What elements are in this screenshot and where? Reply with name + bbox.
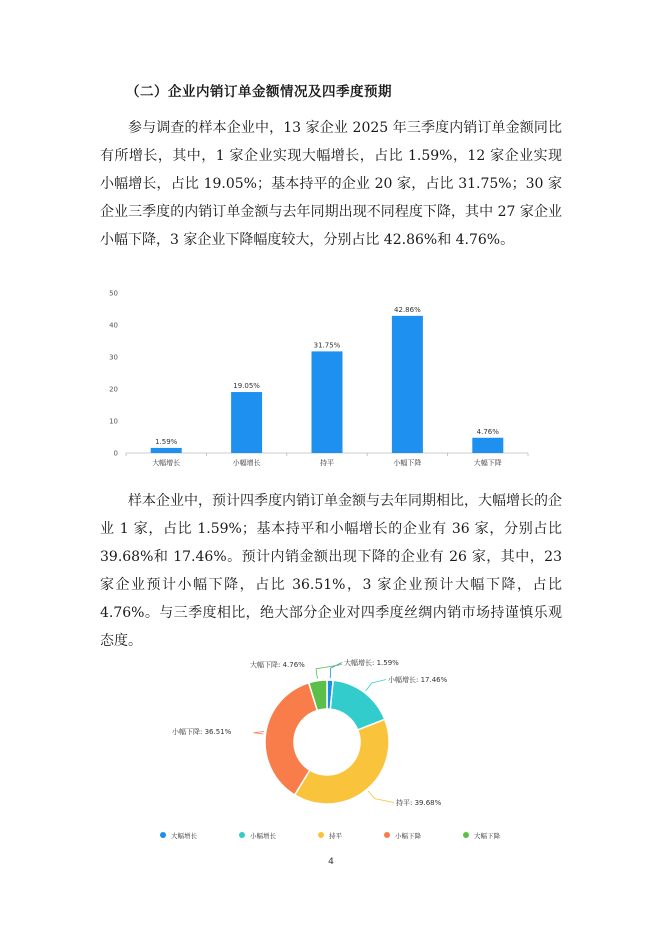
legend-dot-icon bbox=[318, 832, 324, 838]
y-tick-label: 20 bbox=[109, 385, 118, 394]
legend-label: 持平 bbox=[329, 831, 342, 840]
y-tick-label: 10 bbox=[109, 417, 118, 426]
slice-label: 小幅增长: 17.46% bbox=[388, 676, 448, 684]
legend-item bbox=[318, 831, 342, 840]
bar-data-label: 31.75% bbox=[313, 341, 341, 350]
page-number: 4 bbox=[328, 857, 334, 867]
bar-data-label: 4.76% bbox=[476, 427, 499, 436]
y-tick-label: 30 bbox=[109, 353, 118, 362]
legend-dot-icon bbox=[463, 832, 469, 838]
legend-label: 小幅增长 bbox=[250, 831, 276, 840]
paragraph-q4-forecast: 样本企业中，预计四季度内销订单金额与去年同期相比，大幅增长的企业 1 家，占比 1.59%；基本持平和小幅增长的企业有 36 家，分别占比 39.68%和 17.46%。预计内销金额出现下降的企业有 26 家，其中，23 家企业预计小幅下降，占比 36.51%，3 家企业预计大幅下降，占比 4.76%。与三季度相比，绝大部分企业对四季度丝绸内销市场持谨慎乐观态度。 bbox=[100, 493, 562, 649]
bar-chart-q3 bbox=[96, 284, 536, 474]
slice-label: 小幅下降: 36.51% bbox=[172, 728, 232, 736]
slice-label: 大幅增长: 1.59% bbox=[344, 659, 399, 667]
bar bbox=[231, 392, 262, 453]
slice-leader-line bbox=[254, 732, 264, 735]
slice-leader-line bbox=[366, 680, 386, 691]
bar-data-label: 1.59% bbox=[155, 437, 178, 446]
x-tick-label: 小幅增长 bbox=[232, 459, 261, 467]
slice-leader-line bbox=[368, 791, 394, 802]
paragraph-q3-sales: 参与调查的样本企业中，13 家企业 2025 年三季度内销订单金额同比有所增长，其中，1 家企业实现大幅增长，占比 1.59%，12 家企业实现小幅增长，占比 19.05%；基本持平的企业 20 家，占比 31.75%；30 家企业三季度的内销订单金额与去年同期出现不同程度下降，其中 27 家企业小幅下降，3 家企业下降幅度较大，分别占比 42.86%和 4.76%。 bbox=[100, 120, 562, 248]
donut-legend bbox=[160, 826, 500, 844]
legend-item bbox=[384, 831, 421, 840]
bar-data-label: 19.05% bbox=[233, 382, 260, 391]
legend-item bbox=[160, 831, 197, 840]
x-tick-label: 大幅增长 bbox=[152, 459, 181, 467]
bar bbox=[312, 351, 343, 453]
slice-label: 持平: 39.68% bbox=[396, 799, 442, 807]
donut-slice bbox=[295, 719, 389, 804]
donut-chart-q4 bbox=[160, 645, 500, 820]
bar-data-label: 42.86% bbox=[394, 305, 421, 314]
legend-dot-icon bbox=[160, 832, 166, 838]
x-tick-label: 持平 bbox=[320, 459, 334, 467]
x-tick-label: 小幅下降 bbox=[393, 459, 422, 467]
bar bbox=[392, 316, 423, 453]
slice-label: 大幅下降: 4.76% bbox=[250, 661, 305, 669]
legend-label: 大幅增长 bbox=[171, 831, 197, 840]
bar bbox=[151, 448, 182, 453]
legend-item bbox=[463, 831, 500, 840]
y-tick-label: 0 bbox=[113, 449, 118, 458]
y-tick-label: 40 bbox=[109, 321, 118, 330]
legend-dot-icon bbox=[239, 832, 245, 838]
legend-item bbox=[239, 831, 276, 840]
legend-dot-icon bbox=[384, 832, 390, 838]
legend-label: 小幅下降 bbox=[395, 831, 421, 840]
slice-leader-line bbox=[316, 665, 342, 679]
legend-label: 大幅下降 bbox=[474, 831, 500, 840]
bar bbox=[472, 438, 503, 453]
y-tick-label: 50 bbox=[109, 289, 118, 298]
section-heading: （二）企业内销订单金额情况及四季度预期 bbox=[126, 84, 392, 100]
x-tick-label: 大幅下降 bbox=[473, 459, 502, 467]
